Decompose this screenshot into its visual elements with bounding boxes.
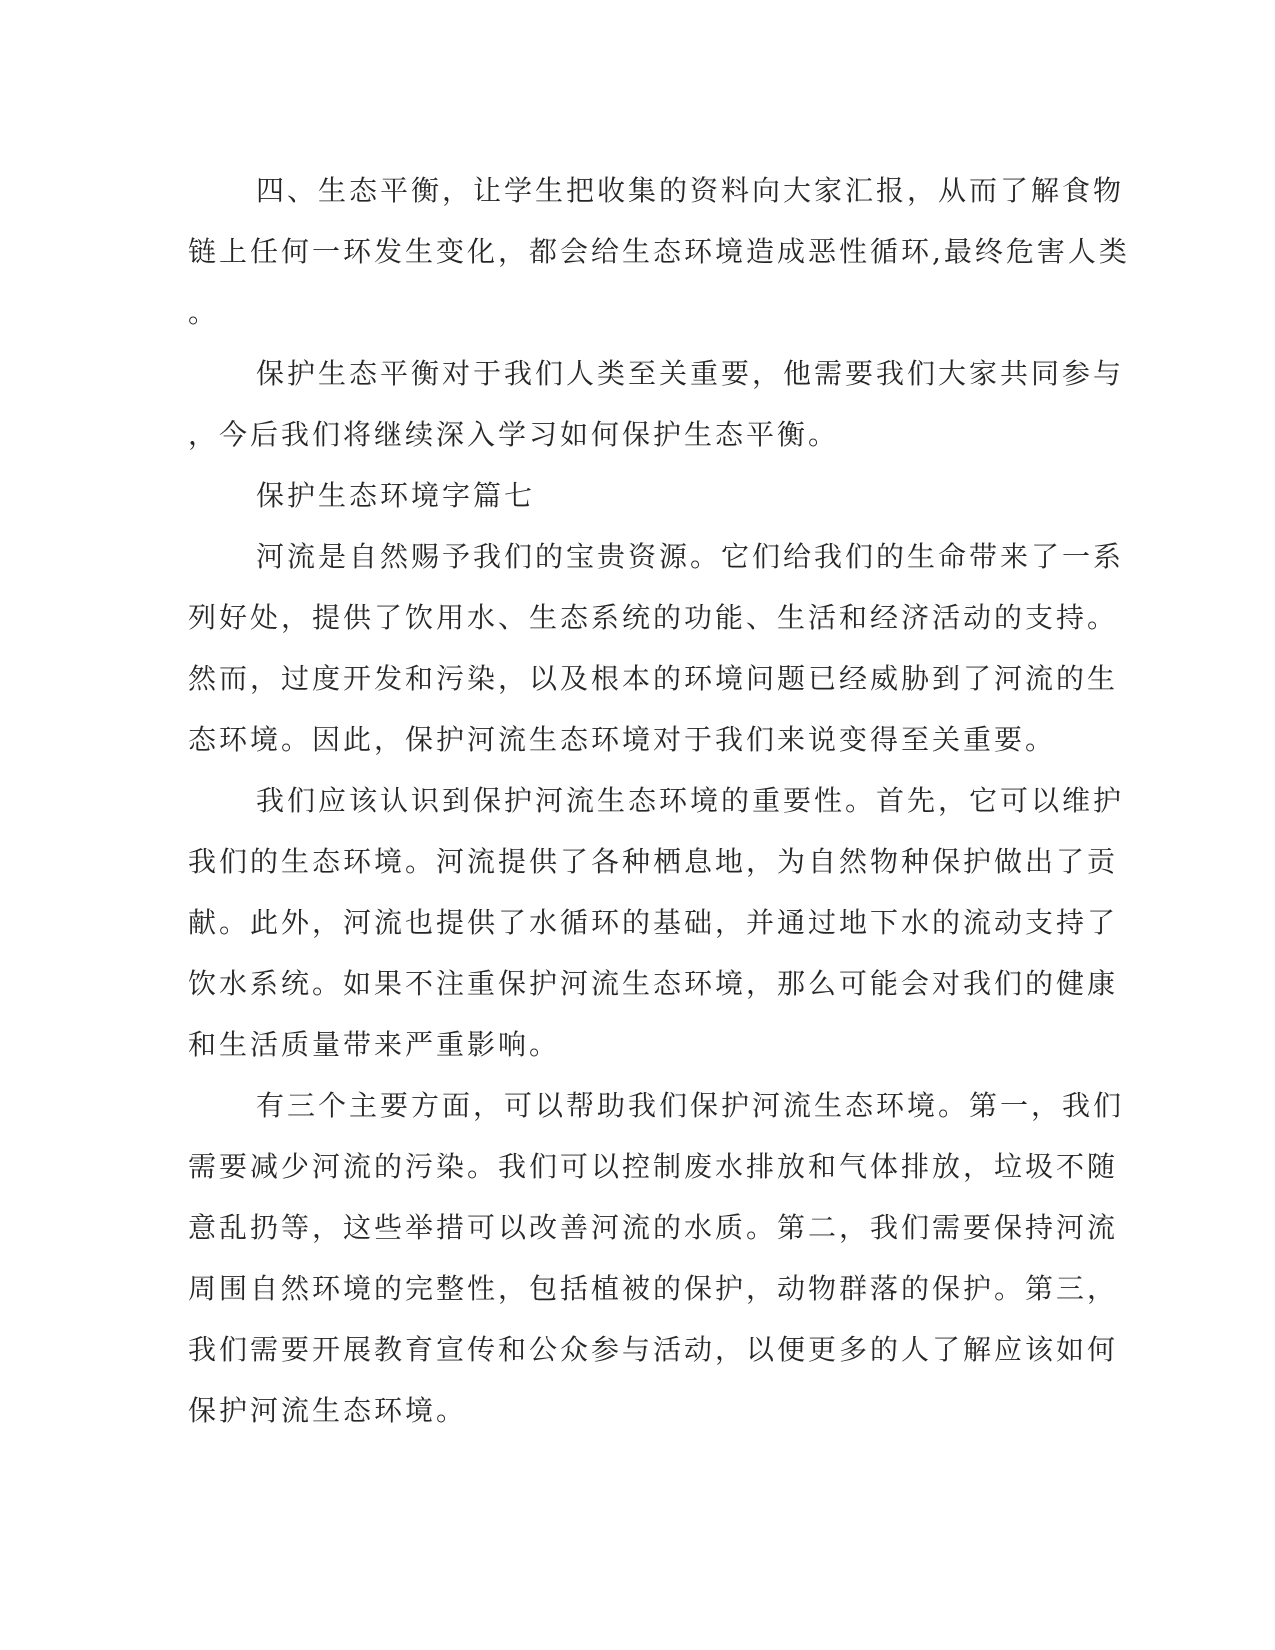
text-line: 列好处，提供了饮用水、生态系统的功能、生活和经济活动的支持。 [188,601,1119,634]
text-line: 态环境。因此，保护河流生态环境对于我们来说变得至关重要。 [188,723,1057,756]
text-line: 保护河流生态环境。 [188,1394,468,1427]
text-line: 。 [188,296,220,329]
text-line: 四、生态平衡，让学生把收集的资料向大家汇报，从而了解食物 [256,174,1125,207]
text-line: 然而，过度开发和污染，以及根本的环境问题已经威胁到了河流的生 [188,662,1119,695]
text-line: 我们的生态环境。河流提供了各种栖息地，为自然物种保护做出了贡 [188,845,1119,878]
text-line: 我们应该认识到保护河流生态环境的重要性。首先，它可以维护 [256,784,1125,817]
paragraph-ecological-balance [188,343,1125,465]
paragraph-river-resources [188,526,1125,770]
text-line: 意乱扔等，这些举措可以改善河流的水质。第二，我们需要保持河流 [188,1211,1119,1244]
text-line: 周围自然环境的完整性，包括植被的保护，动物群落的保护。第三， [188,1272,1119,1305]
text-line: 需要减少河流的污染。我们可以控制废水排放和气体排放，垃圾不随 [188,1150,1119,1183]
text-line: 河流是自然赐予我们的宝贵资源。它们给我们的生命带来了一系 [256,540,1125,573]
paragraph-food-chain [188,160,1130,343]
section-title: 保护生态环境字篇七 [256,479,536,512]
text-line: 和生活质量带来严重影响。 [188,1028,561,1061]
text-line: 链上任何一环发生变化，都会给生态环境造成恶性循环,最终危害人类 [188,235,1130,268]
text-line: ，今后我们将继续深入学习如何保护生态平衡。 [188,418,840,451]
text-line: 我们需要开展教育宣传和公众参与活动，以便更多的人了解应该如何 [188,1333,1119,1366]
document-body [188,160,1130,1441]
text-line: 献。此外，河流也提供了水循环的基础，并通过地下水的流动支持了 [188,906,1119,939]
paragraph-importance [188,770,1125,1075]
paragraph-three-aspects [188,1075,1125,1441]
text-line: 有三个主要方面，可以帮助我们保护河流生态环境。第一，我们 [256,1089,1125,1122]
text-line: 保护生态平衡对于我们人类至关重要，他需要我们大家共同参与 [256,357,1125,390]
section-heading [188,465,1068,526]
text-line: 饮水系统。如果不注重保护河流生态环境，那么可能会对我们的健康 [188,967,1119,1000]
